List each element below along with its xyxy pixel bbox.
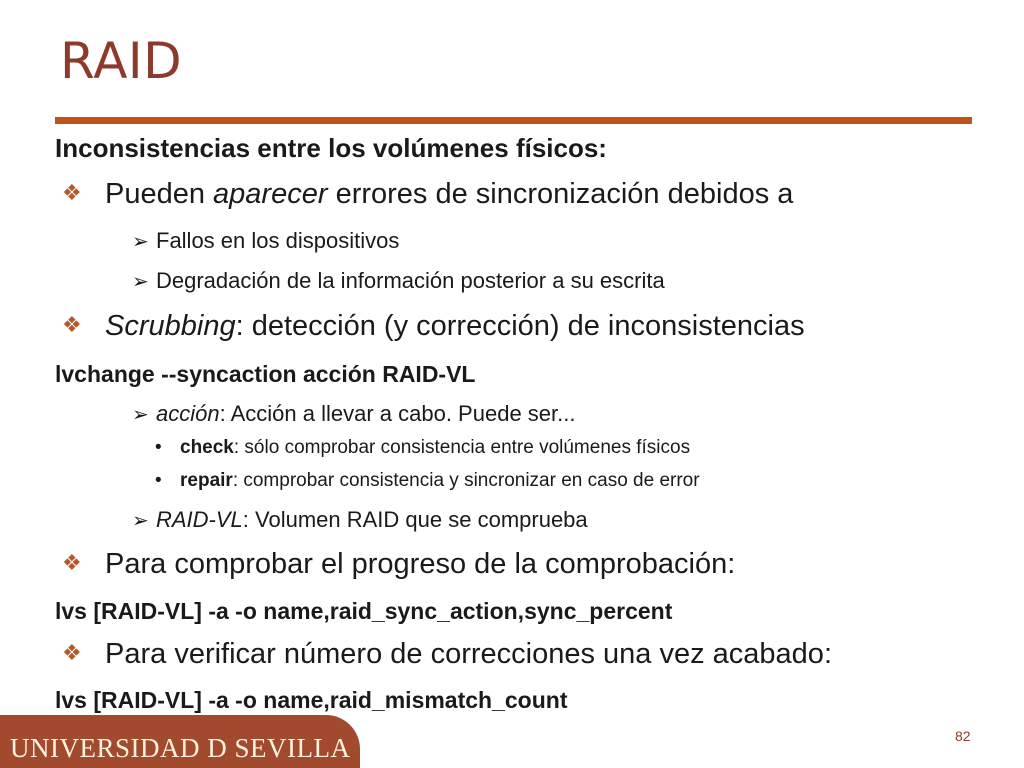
command-line: lvs [RAID-VL] -a -o name,raid_sync_action,sync_percent [55,598,673,624]
bullet-item [62,548,735,581]
dot-bullet-icon: • [155,470,162,491]
bullet-text: Para verificar número de correcciones una vez acabado: [105,638,832,670]
command-line: lvchange --syncaction acción RAID-VL [55,361,476,387]
arrow-bullet-icon: ➢ [132,510,149,532]
bullet-item [62,178,793,211]
bullet-text: Pueden [105,178,214,210]
sub-bullet-text: : Acción a llevar a cabo. Puede ser... [219,401,576,426]
footer-banner [0,715,360,768]
sub-bullet-item [132,228,399,254]
section-heading: Inconsistencias entre los volúmenes físicos: [55,133,607,163]
option-keyword: check [180,437,234,458]
bullet-text-emphasis: aparecer [213,178,328,210]
diamond-bullet-icon: ❖ [62,180,82,205]
arrow-bullet-icon: ➢ [132,271,149,293]
sub-bullet-text-emphasis: acción [156,401,220,426]
tertiary-bullet-item [155,437,690,459]
command-line: lvs [RAID-VL] -a -o name,raid_mismatch_count [55,687,568,713]
slide-title: RAID [60,32,183,90]
bullet-text: Para comprobar el progreso de la comprobación: [105,548,736,580]
diamond-bullet-icon: ❖ [62,312,82,337]
sub-bullet-text: Degradación de la información posterior a su escrita [156,268,665,293]
university-logo-text: UNIVERSIDAD D SEVILLA [10,733,351,763]
diamond-bullet-icon: ❖ [62,640,82,665]
tertiary-bullet-text: : sólo comprobar consistencia entre volúmenes físicos [233,437,691,458]
tertiary-bullet-item [155,470,700,492]
bullet-item [62,310,805,343]
sub-bullet-item [132,507,588,533]
page-number: 82 [955,728,971,744]
bullet-item [62,638,832,671]
arrow-bullet-icon: ➢ [132,404,149,426]
sub-bullet-text: : Volumen RAID que se comprueba [242,507,588,532]
sub-bullet-text: Fallos en los dispositivos [156,228,400,253]
bullet-text: errores de sincronización debidos a [327,178,794,210]
sub-bullet-item [132,401,575,427]
dot-bullet-icon: • [155,437,162,458]
sub-bullet-item [132,268,665,294]
sub-bullet-text-emphasis: RAID-VL [156,507,243,532]
option-keyword: repair [180,470,233,491]
bullet-text: : detección (y corrección) de inconsistencias [235,310,805,342]
bullet-text-emphasis: Scrubbing [105,310,236,342]
arrow-bullet-icon: ➢ [132,231,149,253]
tertiary-bullet-text: : comprobar consistencia y sincronizar en caso de error [232,470,700,491]
diamond-bullet-icon: ❖ [62,550,82,575]
